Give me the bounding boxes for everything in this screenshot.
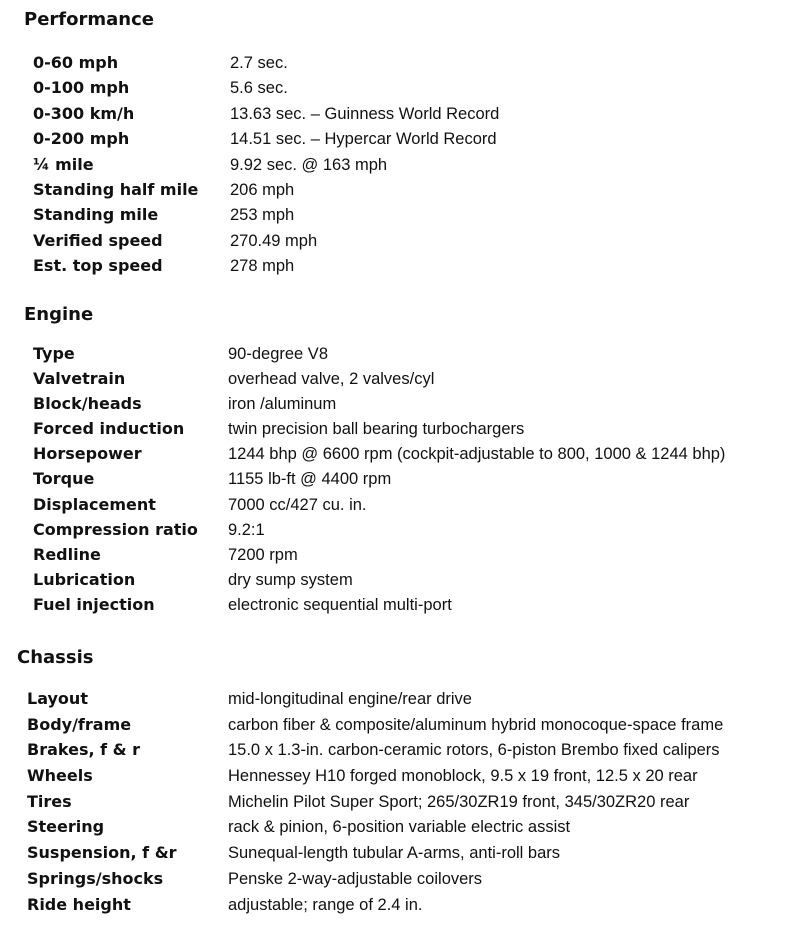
spec-label: Est. top speed xyxy=(33,256,163,276)
spec-value: 278 mph xyxy=(230,257,295,276)
spec-label: Lubrication xyxy=(33,569,136,589)
spec-value: 270.49 mph xyxy=(230,231,318,250)
spec-row xyxy=(0,369,800,394)
spec-row xyxy=(0,715,800,741)
spec-row xyxy=(0,520,800,545)
spec-value: electronic sequential multi-port xyxy=(228,595,452,614)
spec-label: Springs/shocks xyxy=(27,868,164,888)
spec-value: 14.51 sec. – Hypercar World Record xyxy=(230,130,497,149)
spec-value: dry sump system xyxy=(228,570,353,589)
spec-row xyxy=(0,53,800,78)
spec-value: Michelin Pilot Super Sport; 265/30ZR19 front, 345/30ZR20 rear xyxy=(228,792,690,811)
spec-label: Steering xyxy=(27,817,105,837)
spec-row xyxy=(0,469,800,494)
spec-row xyxy=(0,792,800,818)
spec-value: 13.63 sec. – Guinness World Record xyxy=(230,104,500,123)
spec-value: 7000 cc/427 cu. in. xyxy=(228,495,367,514)
spec-value: 1155 lb-ft @ 4400 rpm xyxy=(228,470,392,489)
spec-label: Standing mile xyxy=(33,205,159,225)
spec-row xyxy=(0,766,800,792)
spec-value: twin precision ball bearing turbochargers xyxy=(228,420,525,439)
spec-value: adjustable; range of 2.4 in. xyxy=(228,895,423,914)
spec-value: 206 mph xyxy=(230,180,295,199)
spec-table-engine xyxy=(0,344,800,620)
spec-row xyxy=(0,129,800,154)
spec-row xyxy=(0,344,800,369)
spec-label: Type xyxy=(33,344,75,363)
spec-label: 0-200 mph xyxy=(33,129,130,149)
spec-row xyxy=(0,843,800,869)
spec-row xyxy=(0,570,800,595)
spec-value: 5.6 sec. xyxy=(230,79,288,98)
spec-label: Tires xyxy=(27,791,72,811)
spec-row xyxy=(0,817,800,843)
spec-label: Body/frame xyxy=(27,714,132,734)
spec-label: Wheels xyxy=(27,766,93,786)
spec-value: Hennessey H10 forged monoblock, 9.5 x 19 front, 12.5 x 20 rear xyxy=(228,767,698,786)
spec-row xyxy=(0,104,800,129)
section-title-engine: Engine xyxy=(24,304,94,325)
spec-row xyxy=(0,205,800,230)
spec-value: carbon fiber & composite/aluminum hybrid monocoque-space frame xyxy=(228,715,724,734)
spec-label: Block/heads xyxy=(33,394,142,414)
spec-label: Fuel injection xyxy=(33,594,155,614)
spec-row xyxy=(0,689,800,715)
spec-value: mid-longitudinal engine/rear drive xyxy=(228,690,472,708)
spec-table-performance xyxy=(0,53,800,282)
spec-row xyxy=(0,495,800,520)
spec-label: 0-300 km/h xyxy=(33,103,135,123)
spec-label: ¼ mile xyxy=(33,154,94,174)
spec-row xyxy=(0,444,800,469)
section-title-chassis: Chassis xyxy=(17,647,94,668)
spec-row xyxy=(0,895,800,921)
spec-value: 15.0 x 1.3-in. carbon-ceramic rotors, 6-piston Brembo fixed calipers xyxy=(228,741,720,760)
spec-value: 2.7 sec. xyxy=(230,54,288,72)
spec-value: 1244 bhp @ 6600 rpm (cockpit-adjustable to 800, 1000 & 1244 bhp) xyxy=(228,445,726,464)
spec-label: 0-60 mph xyxy=(33,53,119,72)
spec-label: 0-100 mph xyxy=(33,78,130,98)
spec-value: 9.2:1 xyxy=(228,520,265,539)
spec-row xyxy=(0,180,800,205)
spec-label: Brakes, f & r xyxy=(27,740,141,760)
spec-table-chassis xyxy=(0,689,800,920)
spec-label: Horsepower xyxy=(33,444,142,464)
spec-value: 7200 rpm xyxy=(228,545,298,564)
spec-value: Sunequal-length tubular A-arms, anti-roll bars xyxy=(228,844,561,863)
spec-label: Compression ratio xyxy=(33,519,198,539)
spec-value: 90-degree V8 xyxy=(228,345,328,363)
spec-value: iron /aluminum xyxy=(228,395,337,414)
spec-value: Penske 2-way-adjustable coilovers xyxy=(228,869,483,888)
spec-value: overhead valve, 2 valves/cyl xyxy=(228,370,435,389)
spec-label: Valvetrain xyxy=(33,369,126,389)
spec-label: Verified speed xyxy=(33,230,163,250)
spec-row xyxy=(0,419,800,444)
spec-value: rack & pinion, 6-position variable electric assist xyxy=(228,818,571,837)
spec-row xyxy=(0,256,800,281)
spec-label: Torque xyxy=(33,469,95,489)
spec-label: Layout xyxy=(27,689,88,708)
spec-row xyxy=(0,78,800,103)
spec-row xyxy=(0,740,800,766)
spec-row xyxy=(0,869,800,895)
spec-label: Forced induction xyxy=(33,419,185,439)
spec-row xyxy=(0,394,800,419)
spec-label: Ride height xyxy=(27,894,131,914)
spec-value: 253 mph xyxy=(230,206,295,225)
spec-row xyxy=(0,155,800,180)
spec-row xyxy=(0,545,800,570)
spec-row xyxy=(0,595,800,620)
spec-value: 9.92 sec. @ 163 mph xyxy=(230,155,388,174)
section-title-performance: Performance xyxy=(24,9,154,30)
spec-row xyxy=(0,231,800,256)
spec-label: Suspension, f &r xyxy=(27,843,177,863)
spec-label: Standing half mile xyxy=(33,179,199,199)
spec-label: Redline xyxy=(33,544,101,564)
spec-label: Displacement xyxy=(33,494,156,514)
